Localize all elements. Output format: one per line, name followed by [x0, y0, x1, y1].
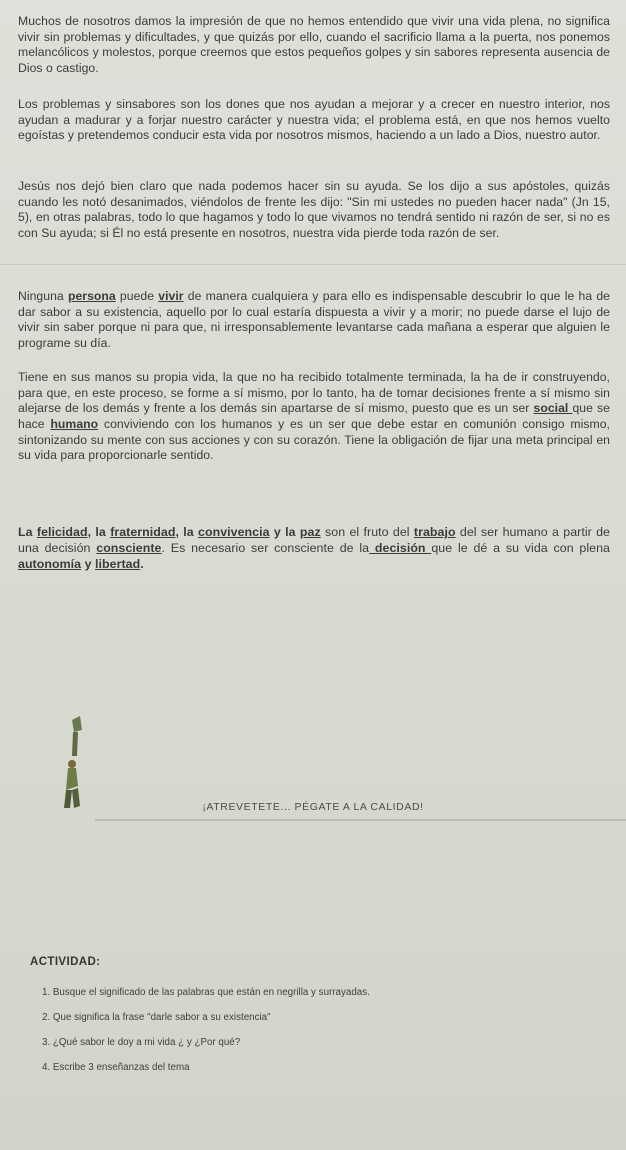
text: de manera cualquiera y para ello es indispensable descubrir lo que le ha de dar sabor a su existencia, aquello por lo cual estaría dispuesta a vivir y a morir; no puede darse el lujo de vivir sin saber porque ni para que, ni irresponsablemente levantarse cada mañana a esperar que alguien le programe su día. [18, 289, 611, 350]
highlighted-word: decisión [369, 540, 432, 555]
quality-banner [0, 716, 626, 826]
paragraph-5 [18, 370, 610, 464]
activity-item-3: 3. ¿Qué sabor le doy a mi vida ¿ y ¿Por qué? [42, 1037, 241, 1048]
paragraph-6 [18, 525, 610, 572]
text: puede [115, 289, 159, 304]
highlighted-word: trabajo [413, 525, 456, 540]
bold-text: , la [87, 525, 111, 540]
bold-text: y la [269, 525, 300, 540]
text: del ser humano a partir de una decisión [18, 525, 610, 555]
paragraph-4 [18, 289, 610, 351]
highlighted-word: humano [50, 416, 99, 431]
highlighted-word: persona [67, 289, 116, 304]
activity-item-1: 1. Busque el significado de las palabras que están en negrilla y surrayadas. [42, 987, 370, 998]
bold-text: . [140, 556, 144, 571]
text: conviviendo con los humanos y es un ser que debe estar en comunión consigo mismo, sintonizando su mente con sus acciones y con su corazón. Tiene la obligación de fijar una meta principal en su vida para proporcionarle sentido. [18, 416, 610, 463]
text: Tiene en sus manos su propia vida, la que no ha recibido totalmente terminada, la ha de ir construyendo, para que, en este proceso, se forme a sí mismo, por lo tanto, ha de tomar decisiones frente a sí mismo sin alejarse de los demás y frente a los demás sin apartarse de sí mismo, puesto que es un ser [18, 370, 610, 416]
highlighted-word: felicidad [36, 525, 88, 540]
activity-section [30, 956, 610, 1086]
highlighted-word: fraternidad [110, 525, 176, 540]
text: que le dé a su vida con plena [431, 540, 610, 555]
activity-item-4: 4. Escribe 3 enseñanzas del tema [42, 1062, 190, 1073]
paragraph-2: Los problemas y sinsabores son los dones que nos ayudan a mejorar y a crecer en nuestro interior, nos ayudan a madurar y a forjar nuestro carácter y nuestra vida; el problema está, en que nos hemos vuelto egoístas y pretendemos conducir esta vida por nosotros mismos, haciendo a un lado a Dios, nuestro autor. [18, 97, 610, 143]
text: Ninguna [18, 289, 68, 304]
bold-text: , la [175, 525, 199, 540]
highlighted-word: autonomía [18, 556, 82, 571]
paragraph-3: Jesús nos dejó bien claro que nada podemos hacer sin su ayuda. Se los dijo a sus apóstoles, quizás cuando les notó desanimados, viéndolos de frente les dijo: "Sin mi ustedes no pueden hacer nada" (Jn 15, 5), en otras palabras, todo lo que hagamos y todo lo que vivamos no tendrá sentido ni razón de ser, si no es con Su ayuda; si Él no está presente en nosotros, nuestra vida pierde toda razón de ser. [18, 179, 610, 240]
text: que se hace [18, 401, 610, 431]
highlighted-word: consciente [96, 540, 162, 555]
bold-text: La [18, 525, 37, 540]
paragraph-1: Muchos de nosotros damos la impresión de que no hemos entendido que vivir una vida plena, no significa vivir sin problemas y dificultades, y que quizás por ello, cuando el sacrificio llama a la puerta, nos ponemos melancólicos y molestos, porque creemos que estos pequeños golpes y sin sabores representa ausencia de Dios o castigo. [18, 14, 610, 75]
highlighted-word: paz [299, 525, 321, 540]
highlighted-word: vivir [158, 289, 184, 304]
text: son el fruto del [320, 525, 414, 540]
bold-text: y [81, 556, 96, 571]
banner-underline [95, 819, 626, 821]
highlighted-word: libertad [95, 556, 141, 571]
banner-slogan: ¡ATREVETETE... PÉGATE A LA CALIDAD! [202, 801, 424, 813]
text: . Es necesario ser consciente de la [161, 540, 370, 555]
highlighted-word: social [533, 401, 573, 416]
activity-title: ACTIVIDAD: [30, 956, 101, 968]
highlighted-word: convivencia [198, 525, 270, 540]
divider [0, 264, 626, 265]
activity-item-2: 2. Que significa la frase "darle sabor a su existencia" [42, 1012, 271, 1023]
